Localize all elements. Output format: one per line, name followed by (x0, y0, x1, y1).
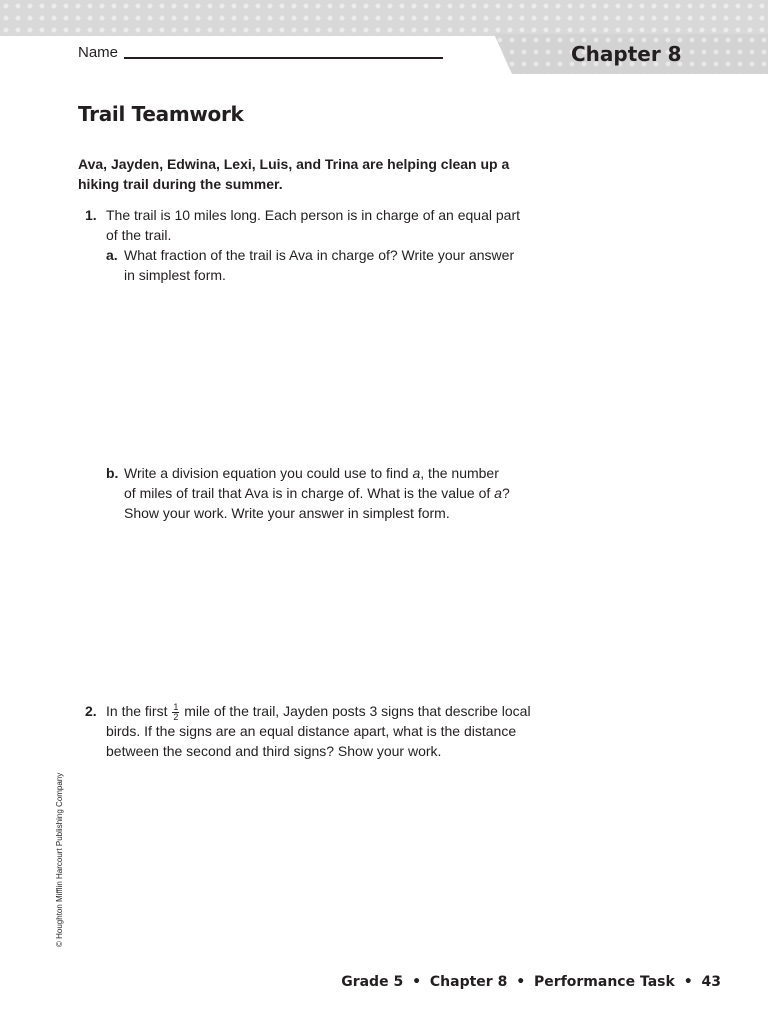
question-1-line-2: of the trail. (106, 227, 172, 243)
footer-page-number: 43 (701, 974, 721, 990)
name-field-line[interactable] (124, 57, 443, 59)
question-2-line-1-end: mile of the trail, Jayden posts 3 signs that describe local (180, 703, 531, 719)
footer-chapter: Chapter 8 (429, 974, 508, 990)
fraction-denominator: 2 (173, 711, 179, 722)
footer-bullet: • (412, 974, 422, 990)
question-1b-line-1-start: Write a division equation you could use to find (124, 465, 413, 481)
page-footer (337, 974, 721, 990)
chapter-label: Chapter 8 (571, 42, 682, 66)
question-1b-line-2-end: ? (501, 485, 510, 501)
footer-bullet: • (516, 974, 526, 990)
question-1-line-1: The trail is 10 miles long. Each person is in charge of an equal part (106, 207, 521, 223)
question-1b-line-3: Show your work. Write your answer in simplest form. (124, 505, 450, 521)
footer-grade: Grade 5 (341, 974, 404, 990)
question-2-line-1 (106, 701, 531, 722)
question-1b-line-2 (124, 483, 510, 503)
fraction-numerator: 1 (173, 701, 179, 712)
question-1b-line-1 (124, 463, 499, 483)
footer-task: Performance Task (534, 974, 675, 990)
intro-text: Ava, Jayden, Edwina, Lexi, Luis, and Trina are helping clean up a hiking trail during the summer. (78, 156, 510, 192)
question-2-number: 2. (85, 703, 97, 719)
page-title: Trail Teamwork (78, 102, 244, 126)
question-1a-line-2: in simplest form. (124, 267, 226, 283)
question-1b-line-1-end: , the number (420, 465, 499, 481)
question-2-line-2: birds. If the signs are an equal distance apart, what is the distance (106, 723, 517, 739)
question-1b-line-2-start: of miles of trail that Ava is in charge of. What is the value of (124, 485, 495, 501)
question-1a-label: a. (106, 247, 118, 263)
fraction-one-half (172, 703, 179, 722)
question-2-line-3: between the second and third signs? Show your work. (106, 743, 442, 759)
variable-a: a (412, 465, 421, 481)
question-1b-label: b. (106, 465, 119, 481)
question-1a-line-1: What fraction of the trail is Ava in charge of? Write your answer (124, 247, 515, 263)
variable-a: a (494, 485, 502, 501)
question-2-line-1-start: In the first (106, 703, 172, 719)
name-label: Name (78, 44, 119, 61)
question-1-number: 1. (85, 207, 97, 223)
header-band (0, 0, 768, 36)
footer-bullet: • (683, 974, 693, 990)
copyright-notice: © Houghton Mifflin Harcourt Publishing Company (55, 772, 64, 947)
